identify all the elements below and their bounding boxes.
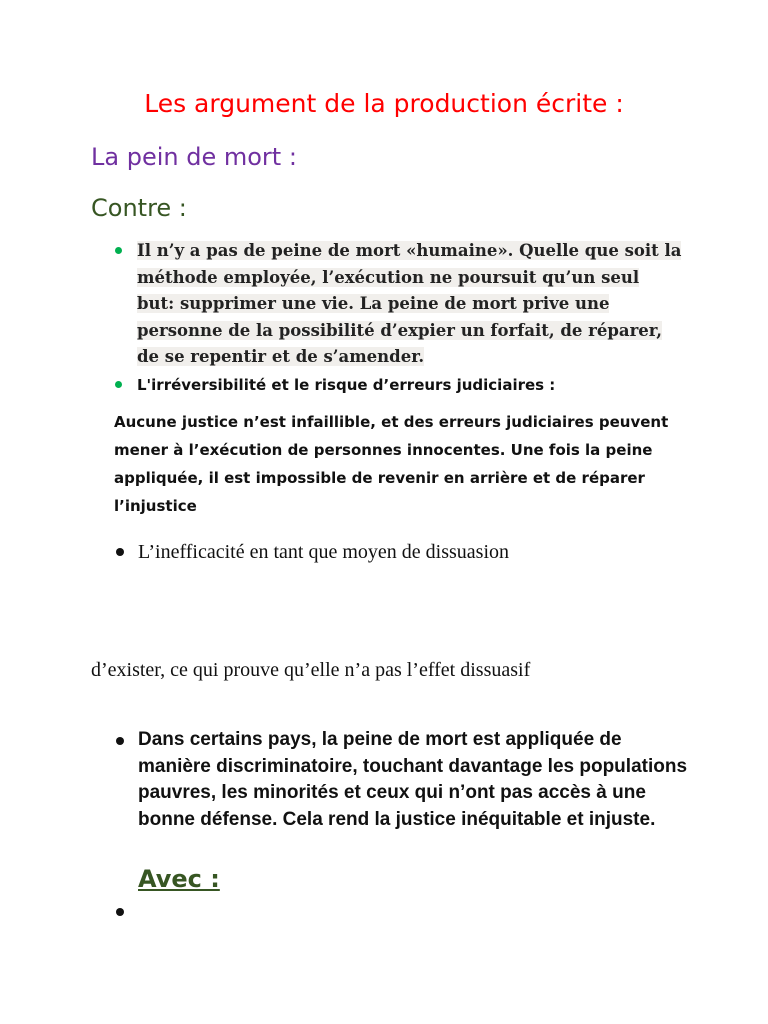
bullet-empty	[116, 908, 124, 916]
bullet	[116, 548, 124, 556]
list-item-text: Il n’y a pas de peine de mort «humaine». Quelle que soit la méthode employée, l’exécution ne poursuit qu’un seul but: supprimer une vie. La peine de mort prive une personne de la possibilité d’expier un forfait, de réparer, de se repentir et de s’amender.	[137, 241, 682, 366]
list-item-text: L'irréversibilité et le risque d’erreurs judiciaires :	[137, 376, 556, 394]
bullet-green	[115, 381, 122, 388]
list-item-text: Dans certains pays, la peine de mort est appliquée de manière discriminatoire, touchant davantage les populations pauvres, les minorités et ceux qui n’ont pas accès à une bonne défense. Cela rend la justice inéquitable et injuste.	[138, 729, 688, 830]
document-title: Les argument de la production écrite :	[144, 89, 624, 118]
bullet-green	[115, 247, 122, 254]
section-heading-contre: Contre :	[91, 194, 187, 222]
erreurs-paragraph: Aucune justice n’est infaillible, et des erreurs judiciaires peuvent mener à l’exécution de personnes innocentes. Une fois la peine appliquée, il est impossible de revenir en arrière et de réparer l’injustice	[114, 413, 669, 515]
section-heading-avec: Avec :	[138, 865, 220, 893]
document-subtitle: La pein de mort :	[91, 143, 297, 171]
bullet	[116, 737, 124, 745]
list-item-text: L’inefficacité en tant que moyen de dissuasion	[138, 541, 510, 563]
paragraph-fragment: d’exister, ce qui prouve qu’elle n’a pas l’effet dissuasif	[91, 659, 531, 681]
list-item	[137, 238, 682, 371]
